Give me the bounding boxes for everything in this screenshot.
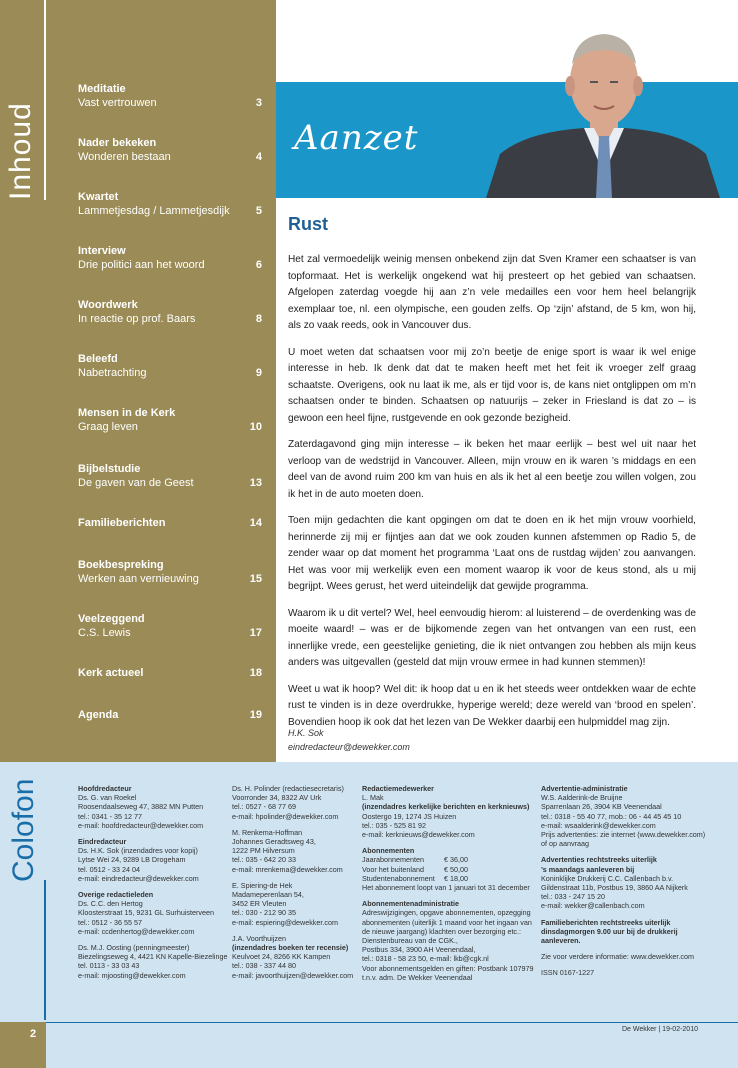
colofon-line: Kloosterstraat 15, 9231 GL Surhuisterveen bbox=[78, 908, 214, 918]
toc-category: Boekbespreking bbox=[78, 559, 164, 571]
toc-item-mensen-in-de-kerk[interactable] bbox=[78, 406, 262, 434]
colofon-line: Biezelingseweg 4, 4421 KN Kapelle-Biezelinge bbox=[78, 952, 228, 962]
colofon-email[interactable]: e-mail: ccdenhertog@dewekker.com bbox=[78, 926, 195, 936]
colofon-email[interactable]: e-mail: espiering@dewekker.com bbox=[232, 917, 338, 927]
colofon-line: tel. 0113 - 33 03 43 bbox=[78, 961, 140, 971]
subscriptions-block bbox=[362, 846, 534, 892]
toc-page-number: 8 bbox=[255, 313, 262, 325]
colofon-line: J.A. Voorthuijzen bbox=[232, 933, 286, 943]
colofon-heading: Abonnementenadministratie bbox=[362, 899, 460, 909]
colofon-email[interactable]: e-mail: wsaalderink@dewekker.com bbox=[541, 820, 656, 830]
colofon-email[interactable]: e-mail: wekker@callenbach.com bbox=[541, 901, 645, 911]
toc-item-agenda[interactable] bbox=[78, 708, 262, 722]
colofon-block bbox=[362, 899, 534, 982]
toc-category: Bijbelstudie bbox=[78, 463, 141, 475]
colofon-line: Sparrenlaan 26, 3904 KB Veenendaal bbox=[541, 802, 662, 812]
toc-item-woordwerk[interactable] bbox=[78, 298, 262, 326]
article-paragraph: Toen mijn gedachten die kant opgingen om dat te doen en ik het mijn vrouw voorhield, herinnerde zij mij er fijntjes aan dat we ook zouden kunnen afstemmen op Radio 5, de zender waar op dat moment het programma ‘Laat ons de rustdag wijden’ zou aanvangen. Het was voor mij werkelijk even een moment waarop ik voor de keus stond, als u mij begrijpt. Wees gerust, het werd uiteindelijk dat gewijde programma. bbox=[288, 515, 696, 592]
colofon-line: tel.: 0512 - 36 55 57 bbox=[78, 917, 142, 927]
toc-page-number: 15 bbox=[249, 573, 262, 585]
colofon-line: tel.: 0318 - 58 23 50, e-mail: lkb@cgk.nl bbox=[362, 954, 489, 964]
article-paragraph: Waarom ik u dit vertel? Wel, heel eenvoudig hierom: al luisterend – de overdenking was de moeite waard! – was er de bijkomende zegen van het ontvangen van een rust, een innerlijke vrede, een geestelijke genieting, die ik niet ontvangen zou hebben als mijn keus anders was uitgevallen (gesteld dat mijn vrouw ermee in had kunnen stemmen)! bbox=[288, 607, 696, 668]
toc-subtitle: Werken aan vernieuwing bbox=[78, 573, 199, 585]
colofon-block bbox=[232, 828, 382, 874]
price-value: € 18,00 bbox=[444, 873, 468, 883]
colofon-block bbox=[78, 784, 228, 830]
colofon-email[interactable]: e-mail: mrenkema@dewekker.com bbox=[232, 864, 343, 874]
price-label: Jaarabonnementen bbox=[362, 855, 424, 865]
colofon-divider bbox=[44, 880, 46, 1020]
colofon-line: tel.: 0341 - 35 12 77 bbox=[78, 811, 142, 821]
sidebar-divider bbox=[44, 0, 46, 200]
issn: ISSN 0167-1227 bbox=[541, 968, 595, 978]
colofon-line: Oostergo 19, 1274 JS Huizen bbox=[362, 811, 457, 821]
price-value: € 36,00 bbox=[444, 855, 468, 865]
toc-page-number: 6 bbox=[255, 259, 262, 271]
colofon-line: tel.: 033 - 247 15 20 bbox=[541, 892, 605, 902]
colofon-heading: Familieberichten rechtstreeks uiterlijk bbox=[541, 917, 671, 927]
colofon-line: (inzendadres boeken ter recensie) bbox=[232, 943, 349, 953]
toc-item-veelzeggend[interactable] bbox=[78, 612, 262, 640]
toc-item-nader-bekeken[interactable] bbox=[78, 136, 262, 164]
colofon-line: of op aanvraag bbox=[541, 839, 589, 849]
colofon-heading: Eindredacteur bbox=[78, 837, 127, 847]
colofon-email[interactable]: e-mail: hoofdredacteur@dewekker.com bbox=[78, 820, 204, 830]
toc-category: Interview bbox=[78, 245, 126, 257]
colofon-heading: Hoofdredacteur bbox=[78, 784, 132, 793]
price-row bbox=[362, 865, 534, 874]
colofon-heading: Abonnementen bbox=[362, 846, 415, 856]
colofon-block bbox=[78, 837, 228, 883]
colofon-line: Keulvoet 24, 8266 KK Kampen bbox=[232, 952, 331, 962]
colofon-block bbox=[78, 943, 228, 980]
footer-divider bbox=[46, 1022, 738, 1023]
colofon-column-2 bbox=[232, 784, 382, 987]
colofon-heading: Overige redactieleden bbox=[78, 890, 154, 900]
colofon-line: W.S. Aalderink-de Bruijne bbox=[541, 793, 623, 803]
colofon-line: Ds. M.J. Oosting (penningmeester) bbox=[78, 943, 190, 953]
toc-category: Veelzeggend bbox=[78, 613, 145, 625]
colofon-block bbox=[78, 890, 228, 936]
page-number: 2 bbox=[0, 1022, 46, 1068]
toc-category: Kwartet bbox=[78, 191, 119, 203]
colofon-line: de nieuwe jaargang) klachten over bezorging etc.: bbox=[362, 926, 522, 936]
price-label: Studentenabonnement bbox=[362, 873, 435, 883]
colofon-title: Colofon bbox=[7, 778, 40, 882]
colofon-line: Voorronder 34, 8322 AV Urk bbox=[232, 793, 322, 803]
colofon-email[interactable]: e-mail: javoorthuijzen@dewekker.com bbox=[232, 970, 354, 980]
colofon-line: Ds. H.K. Sok (inzendadres voor kopij) bbox=[78, 846, 198, 856]
toc-category: Mensen in de Kerk bbox=[78, 407, 176, 419]
contents-sidebar bbox=[0, 0, 276, 762]
subscription-note: Het abonnement loopt van 1 januari tot 31 december bbox=[362, 883, 530, 893]
colofon-block bbox=[362, 784, 534, 839]
article-paragraph: Het zal vermoedelijk weinig mensen onbekend zijn dat Sven Kramer een schaatser is van topformaat. Het is werkelijk ongekend wat hij presteert op het gebied van schaatsen. Afgelopen zaterdag voegde hij aan z’n vele medailles een voor hem heel belangrijk exemplaar toe, nl. een olympische, een gouden zelfs. Op ‘zijn’ afstand, de 5 km, won hij, als zo vaak reeds, ook in Vancouver dus. bbox=[288, 254, 696, 331]
colofon-line: Ds. H. Polinder (redactiesecretaris) bbox=[232, 784, 344, 793]
toc-item-boekbespreking[interactable] bbox=[78, 558, 262, 586]
colofon-heading: Advertenties rechtstreeks uiterlijk bbox=[541, 855, 657, 865]
colofon-column-3 bbox=[362, 784, 534, 989]
colofon-line: M. Renkema-Hoffman bbox=[232, 827, 303, 837]
price-label: Voor het buitenland bbox=[362, 864, 424, 874]
sidebar-title: Inhoud bbox=[4, 102, 37, 200]
colofon-line: L. Mak bbox=[362, 793, 384, 803]
toc-subtitle: De gaven van de Geest bbox=[78, 477, 194, 489]
toc-page-number: 14 bbox=[249, 517, 262, 529]
colofon-block bbox=[232, 934, 382, 980]
toc-subtitle: C.S. Lewis bbox=[78, 627, 131, 639]
colofon-line: tel.: 038 - 337 44 80 bbox=[232, 961, 296, 971]
colofon-line: Ds. C.C. den Hertog bbox=[78, 899, 143, 909]
article-paragraph: U moet weten dat schaatsen voor mij zo’n beetje de enige sport is waar ik wel enige interesse in heb. Ik denk dat dat te maken heeft met het feit ik vroeger zelf graag schaatste. Overigens, ook nu laat ik me, als er tijd voor is, de kans niet ontglippen om m’n schaatsen onder te binden. Schaatsen op natuurijs – zeker in Friesland is dat zo – is gewoon een heel fijne, rustgevende en ook gezonde bezigheid. bbox=[288, 346, 696, 424]
toc-page-number: 19 bbox=[249, 709, 262, 721]
colofon-block bbox=[541, 918, 731, 946]
toc-page-number: 4 bbox=[255, 151, 262, 163]
toc-subtitle: Lammetjesdag / Lammetjesdijk bbox=[78, 205, 230, 217]
toc-item-beleefd[interactable] bbox=[78, 352, 262, 380]
section-title: Aanzet bbox=[294, 118, 419, 158]
toc-item-kwartet[interactable] bbox=[78, 190, 262, 218]
article-signature bbox=[288, 726, 410, 754]
colofon-line: Johannes Geradtsweg 43, bbox=[232, 837, 316, 847]
toc-item-meditatie[interactable] bbox=[78, 82, 262, 110]
toc-page-number: 5 bbox=[255, 205, 262, 217]
toc-subtitle: Vast vertrouwen bbox=[78, 97, 157, 109]
colofon-line: tel.: 035 - 642 20 33 bbox=[232, 855, 296, 865]
colofon-line: t.n.v. adm. De Wekker Veenendaal bbox=[362, 972, 473, 982]
toc-subtitle: In reactie op prof. Baars bbox=[78, 313, 196, 325]
colofon-line: tel.: 030 - 212 90 35 bbox=[232, 908, 296, 918]
toc-subtitle: Graag leven bbox=[78, 421, 138, 433]
colofon-line: (inzendadres kerkelijke berichten en kerknieuws) bbox=[362, 802, 530, 812]
colofon-email[interactable]: e-mail: kerknieuws@dewekker.com bbox=[362, 830, 475, 840]
colofon-line: Ds. G. van Roekel bbox=[78, 793, 137, 803]
toc-category: Kerk actueel bbox=[78, 667, 144, 679]
toc-category: Woordwerk bbox=[78, 299, 138, 311]
toc-category: Beleefd bbox=[78, 353, 118, 365]
colofon-block bbox=[232, 881, 382, 927]
colofon-line: E. Spiering-de Hek bbox=[232, 880, 293, 890]
price-row bbox=[362, 874, 534, 883]
toc-page-number: 9 bbox=[255, 367, 262, 379]
colofon-email[interactable]: e-mail: eindredacteur@dewekker.com bbox=[78, 873, 199, 883]
colofon-column-4 bbox=[541, 784, 731, 985]
price-value: € 50,00 bbox=[444, 864, 468, 874]
toc-subtitle: Wonderen bestaan bbox=[78, 151, 171, 163]
colofon-block bbox=[541, 952, 731, 961]
toc-subtitle: Nabetrachting bbox=[78, 367, 147, 379]
toc-page-number: 17 bbox=[249, 627, 262, 639]
colofon-heading: ’s maandags aanleveren bij bbox=[541, 864, 635, 874]
colofon-line: 1222 PM Hilversum bbox=[232, 846, 295, 856]
colofon-line: Koninklijke Drukkerij C.C. Callenbach b.v. bbox=[541, 873, 674, 883]
colofon-block bbox=[541, 784, 731, 848]
toc-item-familieberichten[interactable] bbox=[78, 516, 262, 530]
signature-email[interactable]: eindredacteur@dewekker.com bbox=[288, 742, 410, 752]
website-info[interactable]: Zie voor verdere informatie: www.dewekker.com bbox=[541, 952, 694, 962]
toc-page-number: 3 bbox=[255, 97, 262, 109]
colofon-email[interactable]: e-mail: hpolinder@dewekker.com bbox=[232, 811, 339, 821]
toc-item-bijbelstudie[interactable] bbox=[78, 462, 262, 490]
toc-category: Nader bekeken bbox=[78, 137, 157, 149]
colofon-heading: Advertentie-administratie bbox=[541, 784, 628, 793]
article-paragraph: Zaterdagavond ging mijn interesse – ik beken het maar eerlijk – best wel uit naar het verloop van de wedstrijd in Vancouver. Alleen, mijn vrouw en ik waren ’s middags en een deel van de avond ruim 200 km van huis en als ik het al een beetje zou willen volgen, zou ik het in de auto moeten doen. bbox=[288, 439, 696, 500]
toc-category: Agenda bbox=[78, 709, 119, 721]
colofon-line: Dienstenbureau van de CGK., bbox=[362, 936, 458, 946]
colofon-heading: dinsdagmorgen 9.00 uur bij de drukkerij bbox=[541, 926, 678, 936]
colofon-line: tel. 0512 - 33 24 04 bbox=[78, 864, 140, 874]
colofon-line: tel.: 0527 - 68 77 69 bbox=[232, 802, 296, 812]
colofon-heading: Redactiemedewerker bbox=[362, 784, 434, 793]
signature-name: H.K. Sok bbox=[288, 728, 324, 738]
toc-page-number: 18 bbox=[249, 667, 262, 679]
colofon-line: Lytse Wei 24, 9289 LB Drogeham bbox=[78, 855, 186, 865]
colofon-block bbox=[232, 784, 382, 821]
toc-category: Familieberichten bbox=[78, 517, 166, 529]
colofon-line: Prijs advertenties: zie internet (www.dewekker.com) bbox=[541, 830, 706, 840]
colofon-line: Madameperenlaan 54, bbox=[232, 890, 304, 900]
colofon-line: 3452 ER Vleuten bbox=[232, 899, 287, 909]
issue-info: De Wekker | 19-02-2010 bbox=[621, 1026, 698, 1033]
toc-subtitle: Drie politici aan het woord bbox=[78, 259, 205, 271]
colofon-line: Gildenstraat 11b, Postbus 19, 3860 AA Nijkerk bbox=[541, 883, 688, 893]
colofon-block bbox=[541, 855, 731, 910]
author-portrait-image bbox=[486, 24, 720, 198]
toc-item-interview[interactable] bbox=[78, 244, 262, 272]
colofon-line: abonnementen (uiterlijk 1 maand voor het ingaan van bbox=[362, 917, 532, 927]
colofon-column-1 bbox=[78, 784, 228, 987]
colofon-line: Postbus 334, 3900 AH Veenendaal, bbox=[362, 945, 476, 955]
colofon-heading: aanleveren. bbox=[541, 936, 581, 946]
article-paragraph: Weet u wat ik hoop? Wel dit: ik hoop dat u en ik het steeds weer ontdekken waar de echte rust te vinden is in deze overdrukke, hyperige wereld; deze wereld van ‘brood en spelen’. Bovendien hoop ik ook dat het lezen van De Wekker daarbij een hulpmiddel mag zijn. bbox=[288, 683, 696, 728]
article-body bbox=[288, 252, 696, 741]
toc-page-number: 13 bbox=[249, 477, 262, 489]
colofon-line: Roosendaalseweg 47, 3882 MN Putten bbox=[78, 802, 204, 812]
toc-item-kerk-actueel[interactable] bbox=[78, 666, 262, 680]
colofon-line: Adreswijzigingen, opgave abonnementen, opzegging bbox=[362, 908, 531, 918]
price-row bbox=[362, 855, 534, 864]
colofon-block bbox=[541, 968, 731, 977]
toc-page-number: 10 bbox=[249, 421, 262, 433]
colofon-line: Voor abonnementsgelden en giften: Postbank 107979 bbox=[362, 963, 534, 973]
colofon-line: tel.: 035 - 525 81 92 bbox=[362, 820, 426, 830]
article-title: Rust bbox=[288, 214, 328, 234]
colofon-email[interactable]: e-mail: mjoosting@dewekker.com bbox=[78, 970, 186, 980]
toc-category: Meditatie bbox=[78, 83, 126, 95]
colofon-line: tel.: 0318 - 55 40 77, mob.: 06 - 44 45 45 10 bbox=[541, 811, 682, 821]
